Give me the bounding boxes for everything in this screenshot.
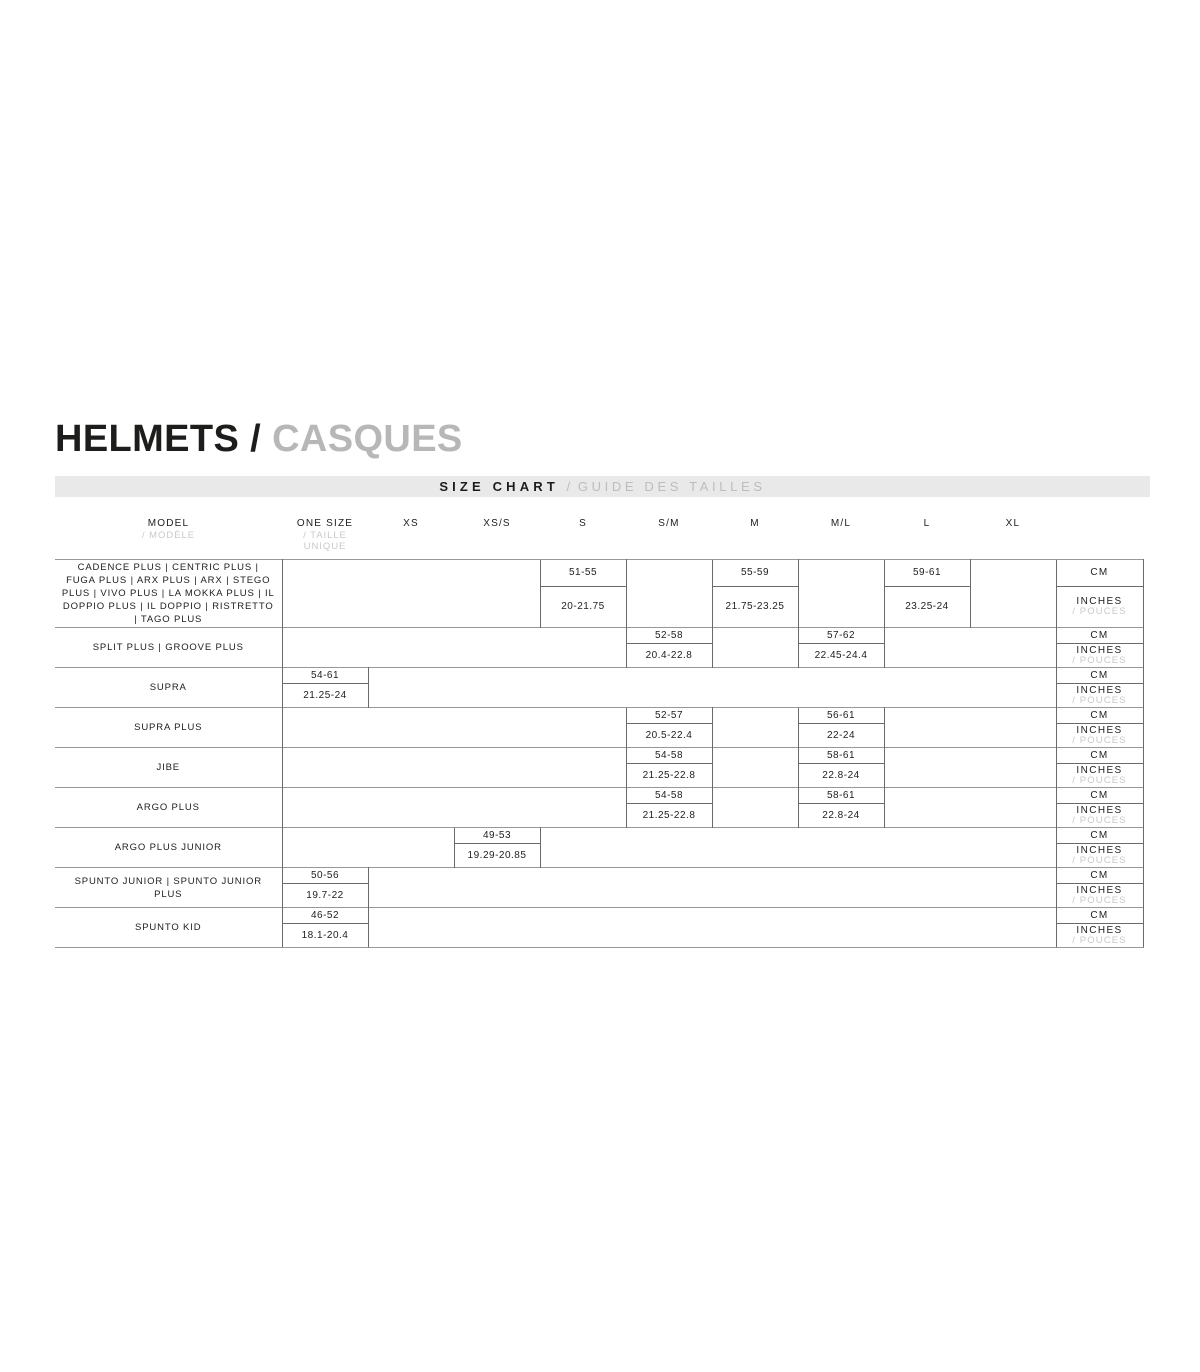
model-cell: JIBE	[55, 748, 282, 788]
size-s-m-cm: 54-58	[626, 748, 712, 764]
banner-label-en: SIZE CHART	[439, 479, 559, 494]
col-header-xl: XL	[1005, 518, 1021, 529]
col-header-m-l: M/L	[830, 518, 852, 529]
size-s-m-inches: 21.25-22.8	[626, 764, 712, 788]
model-cell: CADENCE PLUS | CENTRIC PLUS | FUGA PLUS | ARX PLUS | ARX | STEGO PLUS | VIVO PLUS | LA MOKKA PLUS | IL DOPPIO PLUS | IL DOPPIO | RISTRETTO | TAGO PLUS	[55, 560, 282, 628]
size-m-l-inches: 22.45-24.4	[798, 644, 884, 668]
empty-cell	[282, 748, 626, 788]
unit-inches-label: INCHES / POUCES	[1056, 804, 1143, 828]
size-m-l-inches: 22.8-24	[798, 804, 884, 828]
unit-inches-label: INCHES / POUCES	[1056, 586, 1143, 627]
model-cell: SPUNTO KID	[55, 908, 282, 948]
size-l-cm: 59-61	[884, 560, 970, 587]
table-row	[55, 828, 1143, 868]
empty-cell	[626, 560, 712, 628]
size-s-m-cm: 52-58	[626, 628, 712, 644]
page-title-separator: /	[250, 418, 262, 460]
unit-cm-label: CM	[1056, 708, 1143, 724]
empty-cell	[970, 560, 1056, 628]
empty-cell	[282, 828, 454, 868]
size-l-inches: 23.25-24	[884, 586, 970, 627]
size-table	[55, 518, 1144, 948]
size-m-l-inches: 22-24	[798, 724, 884, 748]
empty-cell	[712, 748, 798, 788]
empty-cell	[282, 560, 540, 628]
banner-separator: /	[566, 479, 571, 494]
empty-cell	[368, 908, 1056, 948]
size-m-l-cm: 57-62	[798, 628, 884, 644]
page-title	[55, 417, 1200, 461]
table-row	[55, 748, 1143, 788]
size-one-size-cm: 50-56	[282, 868, 368, 884]
empty-cell	[368, 668, 1056, 708]
table-row	[55, 628, 1143, 668]
col-header-model: MODEL / MODÈLE	[142, 518, 195, 541]
size-one-size-inches: 19.7-22	[282, 884, 368, 908]
empty-cell	[282, 788, 626, 828]
col-header-units	[1056, 518, 1143, 560]
size-one-size-inches: 18.1-20.4	[282, 924, 368, 948]
model-cell: ARGO PLUS	[55, 788, 282, 828]
empty-cell	[884, 748, 1056, 788]
size-s-m-cm: 52-57	[626, 708, 712, 724]
model-cell: SPLIT PLUS | GROOVE PLUS	[55, 628, 282, 668]
unit-cm-label: CM	[1056, 908, 1143, 924]
unit-cm-label: CM	[1056, 868, 1143, 884]
col-header-s-m: S/M	[658, 518, 680, 529]
empty-cell	[712, 788, 798, 828]
size-m-l-inches: 22.8-24	[798, 764, 884, 788]
size-s-m-inches: 21.25-22.8	[626, 804, 712, 828]
size-s-inches: 20-21.75	[540, 586, 626, 627]
unit-inches-label: INCHES / POUCES	[1056, 844, 1143, 868]
unit-inches-label: INCHES / POUCES	[1056, 924, 1143, 948]
unit-inches-label: INCHES / POUCES	[1056, 684, 1143, 708]
unit-cm-label: CM	[1056, 668, 1143, 684]
banner-label-fr: GUIDE DES TAILLES	[577, 479, 766, 494]
model-cell: ARGO PLUS JUNIOR	[55, 828, 282, 868]
size-m-l-cm: 58-61	[798, 788, 884, 804]
page-title-fr: CASQUES	[272, 418, 463, 460]
model-cell: SUPRA	[55, 668, 282, 708]
col-header-m: M	[750, 518, 760, 529]
unit-inches-label: INCHES / POUCES	[1056, 644, 1143, 668]
empty-cell	[712, 708, 798, 748]
col-header-l: L	[923, 518, 931, 529]
unit-inches-label: INCHES / POUCES	[1056, 764, 1143, 788]
table-row	[55, 668, 1143, 708]
size-chart-banner	[55, 476, 1150, 497]
table-row	[55, 788, 1143, 828]
col-header-s: S	[579, 518, 587, 529]
unit-cm-label: CM	[1056, 560, 1143, 587]
unit-cm-label: CM	[1056, 828, 1143, 844]
empty-cell	[540, 828, 1056, 868]
table-row	[55, 708, 1143, 748]
model-cell: SUPRA PLUS	[55, 708, 282, 748]
col-header-xs-s: XS/S	[483, 518, 511, 529]
empty-cell	[884, 788, 1056, 828]
unit-inches-label: INCHES / POUCES	[1056, 884, 1143, 908]
empty-cell	[884, 628, 1056, 668]
empty-cell	[368, 868, 1056, 908]
size-m-inches: 21.75-23.25	[712, 586, 798, 627]
unit-inches-label: INCHES / POUCES	[1056, 724, 1143, 748]
size-m-l-cm: 56-61	[798, 708, 884, 724]
empty-cell	[798, 560, 884, 628]
table-row	[55, 560, 1143, 628]
table-row	[55, 908, 1143, 948]
size-one-size-cm: 54-61	[282, 668, 368, 684]
empty-cell	[884, 708, 1056, 748]
size-s-m-inches: 20.4-22.8	[626, 644, 712, 668]
empty-cell	[282, 708, 626, 748]
table-row	[55, 868, 1143, 908]
unit-cm-label: CM	[1056, 628, 1143, 644]
size-xs-s-cm: 49-53	[454, 828, 540, 844]
unit-cm-label: CM	[1056, 748, 1143, 764]
empty-cell	[282, 628, 626, 668]
empty-cell	[712, 628, 798, 668]
size-m-l-cm: 58-61	[798, 748, 884, 764]
size-m-cm: 55-59	[712, 560, 798, 587]
table-header	[55, 518, 1143, 560]
page-title-en: HELMETS	[55, 418, 240, 460]
col-header-one-size: ONE SIZE / TAILLE UNIQUE	[296, 518, 354, 552]
size-xs-s-inches: 19.29-20.85	[454, 844, 540, 868]
col-header-xs: XS	[403, 518, 419, 529]
size-one-size-cm: 46-52	[282, 908, 368, 924]
size-s-cm: 51-55	[540, 560, 626, 587]
size-s-m-inches: 20.5-22.4	[626, 724, 712, 748]
size-one-size-inches: 21.25-24	[282, 684, 368, 708]
model-cell: SPUNTO JUNIOR | SPUNTO JUNIOR PLUS	[55, 868, 282, 908]
unit-cm-label: CM	[1056, 788, 1143, 804]
size-s-m-cm: 54-58	[626, 788, 712, 804]
